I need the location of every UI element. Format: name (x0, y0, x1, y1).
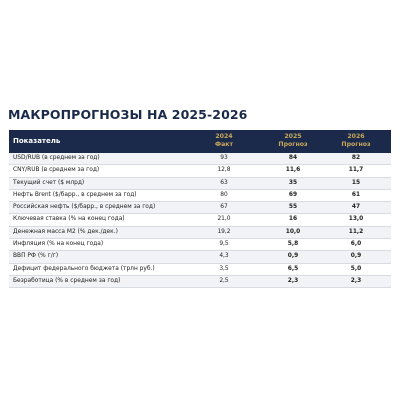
value-2024: 19,2 (217, 228, 231, 235)
table-row (9, 214, 391, 226)
value-2024: 80 (220, 191, 228, 198)
column-kind: Факт (214, 141, 234, 148)
indicator-header: Показатель (13, 137, 61, 145)
column-header-2024 (194, 133, 254, 149)
row-label: Ключевая ставка (% на конец года) (13, 216, 125, 223)
column-header-2025 (263, 133, 323, 149)
macro-forecast-table (9, 130, 391, 288)
value-2024: 9,5 (219, 241, 229, 248)
row-label: Дефицит федерального бюджета (трлн руб.) (13, 265, 155, 272)
value-2026: 5,0 (350, 265, 362, 272)
value-2024: 3,5 (219, 265, 229, 272)
row-label: Российская нефть ($/барр., в среднем за год) (13, 204, 156, 211)
value-2025: 2,3 (287, 277, 299, 284)
row-label: Нефть Brent ($/барр., в среднем за год) (13, 191, 137, 198)
row-label: USD/RUB (в среднем за год) (13, 155, 100, 161)
value-2025: 11,6 (285, 167, 301, 174)
column-year: 2026 (347, 133, 365, 140)
value-2026: 61 (351, 191, 361, 198)
value-2024: 12,8 (217, 167, 231, 174)
value-2026: 15 (351, 179, 361, 186)
value-2026: 2,3 (350, 277, 362, 284)
row-label: Инфляция (% на конец года) (13, 241, 104, 248)
value-2026: 11,7 (348, 167, 364, 174)
table-row (9, 264, 391, 276)
value-2025: 10,0 (285, 228, 301, 235)
value-2024: 63 (220, 179, 228, 186)
table-row (9, 165, 391, 177)
value-2026: 47 (351, 204, 361, 211)
value-2024: 67 (220, 204, 228, 211)
value-2025: 6,5 (287, 265, 299, 272)
table-row (9, 202, 391, 214)
value-2024: 2,5 (219, 277, 229, 284)
value-2024: 21,0 (217, 216, 231, 223)
row-label: CNY/RUB (в среднем за год) (13, 167, 100, 174)
value-2026: 11,2 (348, 228, 364, 235)
column-kind: Прогноз (341, 141, 371, 148)
table-row (9, 227, 391, 239)
column-kind: Прогноз (278, 141, 308, 148)
table-row (9, 178, 391, 190)
value-2026: 82 (351, 155, 361, 161)
table-row (9, 251, 391, 263)
value-2026: 13,0 (348, 216, 364, 223)
table-row (9, 153, 391, 165)
row-label: Денежная масса М2 (% дек./дек.) (13, 228, 118, 235)
table-row (9, 190, 391, 202)
column-year: 2024 (215, 133, 233, 140)
table-row (9, 276, 391, 288)
table-header (9, 130, 391, 153)
column-year: 2025 (284, 133, 302, 140)
column-header-2026 (326, 133, 386, 149)
value-2024: 93 (220, 155, 228, 161)
value-2025: 16 (288, 216, 298, 223)
value-2024: 4,3 (219, 253, 229, 260)
value-2025: 5,8 (287, 241, 299, 248)
table-row (9, 239, 391, 251)
page-title: МАКРОПРОГНОЗЫ НА 2025-2026 (8, 107, 248, 122)
value-2026: 6,0 (350, 241, 362, 248)
value-2025: 35 (288, 179, 298, 186)
row-label: Текущий счет ($ млрд) (13, 179, 85, 186)
row-label: ВВП РФ (% г/г) (13, 253, 59, 260)
value-2025: 69 (288, 191, 298, 198)
value-2025: 84 (288, 155, 298, 161)
value-2025: 0,9 (287, 253, 299, 260)
value-2026: 0,9 (350, 253, 362, 260)
value-2025: 55 (288, 204, 298, 211)
row-label: Безработица (% в среднем за год) (13, 277, 121, 284)
